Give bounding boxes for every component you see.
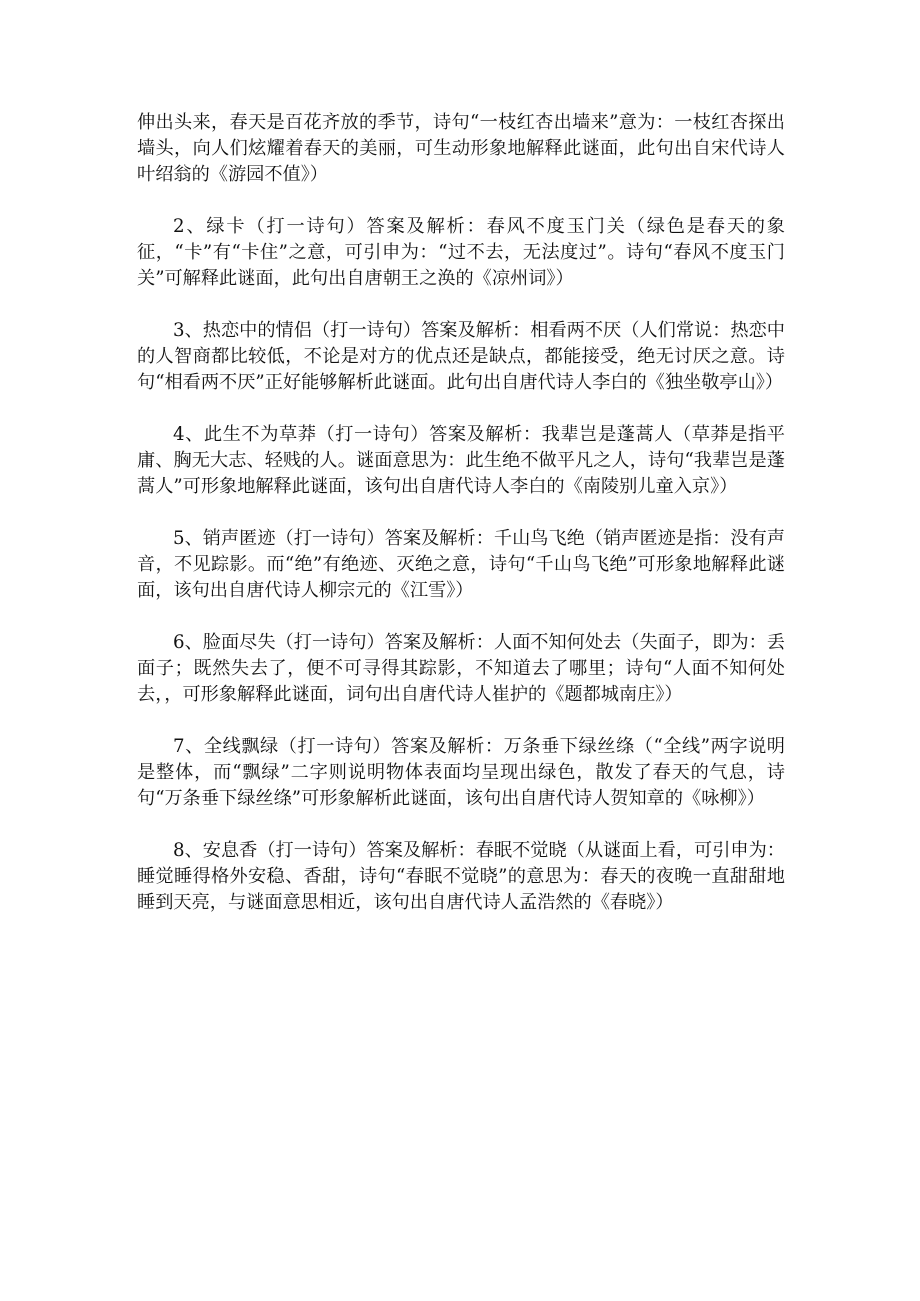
riddle-paragraph-5: 5、销声匿迹（打一诗句）答案及解析：千山鸟飞绝（销声匿迹是指：没有声音，不见踪影。而“绝”有绝迹、灭绝之意，诗句“千山鸟飞绝”可形象地解释此谜面，该句出自唐代诗人柳宗元的《江雪》） [137,528,785,601]
riddle-paragraph-2: 2、绿卡（打一诗句）答案及解析：春风不度玉门关（绿色是春天的象征，“卡”有“卡住”之意，可引申为：“过不去，无法度过”。诗句“春风不度玉门关”可解释此谜面，此句出自唐朝王之涣的《凉州词》） [137,216,785,289]
riddle-paragraph-3: 3、热恋中的情侣（打一诗句）答案及解析：相看两不厌（人们常说：热恋中的人智商都比较低，不论是对方的优点还是缺点，都能接受，绝无讨厌之意。诗句“相看两不厌”正好能够解析此谜面。此句出自唐代诗人李白的《独坐敬亭山》） [137,320,785,393]
document-page [137,110,785,916]
riddle-paragraph-6: 6、脸面尽失（打一诗句）答案及解析：人面不知何处去（失面子，即为：丢面子；既然失去了，便不可寻得其踪影，不知道去了哪里；诗句“人面不知何处去，，可形象解释此谜面，词句出自唐代诗人崔护的《题都城南庄》） [137,632,785,705]
riddle-paragraph-8: 8、安息香（打一诗句）答案及解析：春眠不觉晓（从谜面上看，可引申为：睡觉睡得格外安稳、香甜，诗句“春眠不觉晓”的意思为：春天的夜晚一直甜甜地睡到天亮，与谜面意思相近，该句出自唐代诗人孟浩然的《春晓》） [137,840,785,913]
riddle-paragraph-4: 4、此生不为草莽（打一诗句）答案及解析：我辈岂是蓬蒿人（草莽是指平庸、胸无大志、轻贱的人。谜面意思为：此生绝不做平凡之人，诗句“我辈岂是蓬蒿人”可形象地解释此谜面，该句出自唐代诗人李白的《南陵别儿童入京》） [137,424,785,497]
riddle-paragraph-7: 7、全线飘绿（打一诗句）答案及解析：万条垂下绿丝绦（“全线”两字说明是整体，而“飘绿”二字则说明物体表面均呈现出绿色，散发了春天的气息，诗句“万条垂下绿丝绦”可形象解析此谜面，该句出自唐代诗人贺知章的《咏柳》） [137,736,785,809]
paragraph-continuation: 伸出头来，春天是百花齐放的季节，诗句“一枝红杏出墙来”意为：一枝红杏探出墙头，向人们炫耀着春天的美丽，可生动形象地解释此谜面，此句出自宋代诗人叶绍翁的《游园不值》） [137,112,785,185]
